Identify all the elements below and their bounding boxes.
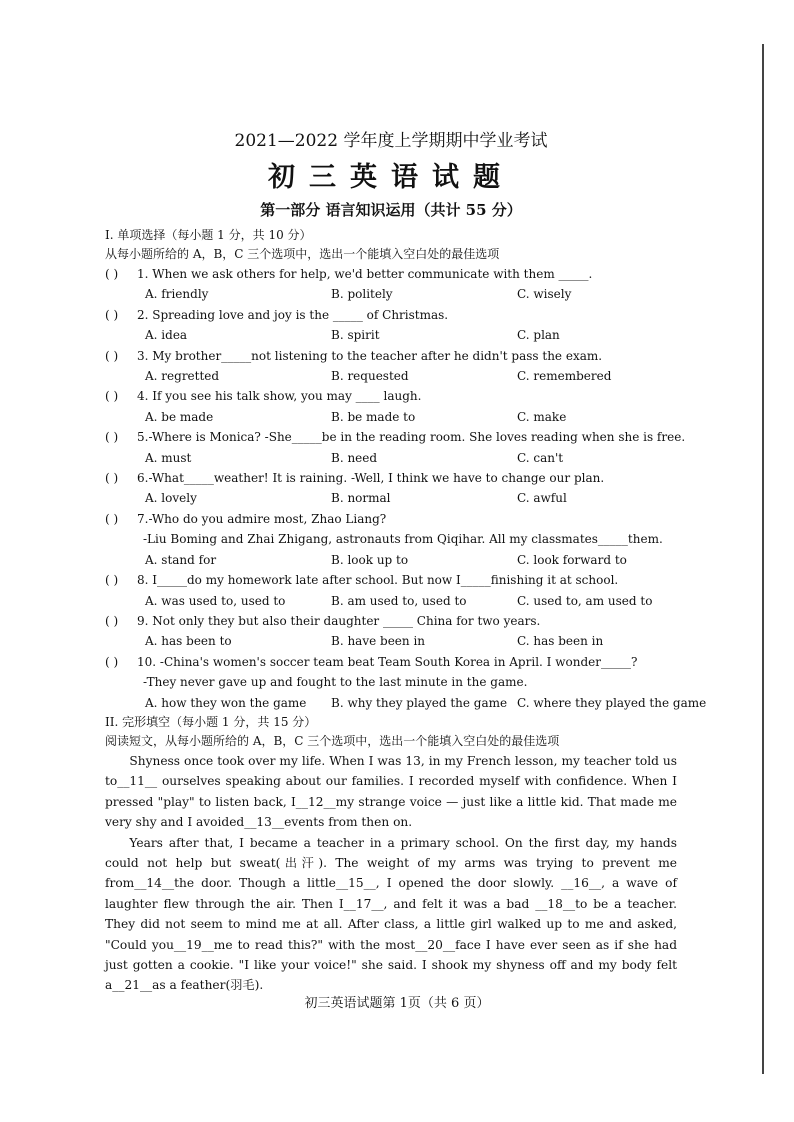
options-row: [105, 591, 677, 611]
page-footer: 初三英语试题第 1页（共 6 页）: [304, 996, 490, 1011]
options-row: [105, 550, 677, 570]
answer-option: B. normal: [331, 491, 391, 506]
question-item: [105, 611, 677, 652]
question-item: [105, 509, 677, 570]
answer-option: B. look up to: [331, 552, 409, 567]
answer-option: A. be made: [145, 409, 214, 424]
question-followup: -They never gave up and fought to the last minute in the game.: [143, 675, 528, 690]
answer-option: B. requested: [331, 369, 409, 384]
question-item: [105, 427, 686, 468]
question-text: 8. I_____do my homework late after school. But now I_____finishing it at school.: [137, 573, 619, 588]
options-row: [105, 366, 677, 386]
answer-option: C. where they played the game: [517, 695, 707, 710]
answer-option: A. must: [145, 450, 192, 465]
answer-paren: ( ): [105, 613, 119, 628]
answer-option: A. regretted: [145, 369, 220, 384]
question-item: [105, 264, 677, 305]
answer-option: C. used to, am used to: [517, 593, 653, 608]
answer-paren: ( ): [105, 654, 119, 669]
answer-option: C. can't: [517, 450, 564, 465]
question-text: 5.-Where is Monica? -She_____be in the reading room. She loves reading when she is free.: [137, 430, 686, 445]
section1-instruction: 从每小题所给的 A，B，C 三个选项中，选出一个能填入空白处的最佳选项: [105, 247, 500, 261]
answer-option: A. lovely: [145, 491, 197, 506]
answer-option: A. idea: [145, 328, 188, 343]
scan-edge-line: [762, 44, 764, 1074]
answer-paren: ( ): [105, 267, 119, 281]
answer-option: C. awful: [517, 491, 567, 506]
answer-option: C. plan: [517, 328, 560, 343]
passage-paragraph: Years after that, I became a teacher in a primary school. On the first day, my hands could not help but sweat(出汗). The weight of my arms was trying to prevent me from__14__the door. Though a little__15__, I opened the door slowly. __16__, a wave of laughter flew through the air. Then I__17__, and felt it was a bad __18__to be a teacher. They did not seem to mind me at all. After class, a little girl walked up to me and asked, "Could you__19__me to read this?" with the most__20__face I have ever seen as if she had just gotten a cookie. "I like your voice!" she said. I shook my shyness off and my body felt a__21__as a feather(羽毛).: [105, 835, 677, 993]
answer-option: B. spirit: [331, 328, 380, 343]
options-row: [105, 693, 707, 713]
subject-title: 初三英语试题: [268, 162, 514, 193]
passage-paragraph: Shyness once took over my life. When I was 13, in my French lesson, my teacher told us to__11__ ourselves speaking about our families. I recorded myself with confidence. When I pressed "play" to listen back, I__12__my strange voice — just like a little kid. That made me very shy and I avoided__13__events from then on.: [105, 753, 677, 830]
section2-heading: II. 完形填空（每小题 1 分，共 15 分）: [105, 714, 317, 729]
question-item: [105, 468, 677, 509]
options-row: [105, 631, 677, 651]
question-item: [105, 346, 677, 387]
answer-option: B. be made to: [331, 409, 416, 424]
question-item: [105, 305, 677, 346]
answer-paren: ( ): [105, 573, 119, 588]
question-text: 10. -China's women's soccer team beat Team South Korea in April. I wonder_____?: [137, 654, 638, 669]
question-item: [105, 570, 677, 611]
section1-heading: I. 单项选择（每小题 1 分，共 10 分）: [105, 228, 312, 242]
answer-option: C. remembered: [517, 369, 612, 384]
answer-option: A. was used to, used to: [145, 593, 286, 608]
options-row: [105, 284, 677, 304]
answer-option: C. look forward to: [517, 552, 627, 567]
question-text: 3. My brother_____not listening to the teacher after he didn't pass the exam.: [137, 348, 603, 363]
answer-paren: ( ): [105, 389, 119, 404]
answer-paren: ( ): [105, 471, 119, 486]
question-text: 9. Not only they but also their daughter _____ China for two years.: [137, 613, 541, 628]
answer-option: A. stand for: [145, 552, 217, 567]
answer-option: A. has been to: [145, 634, 232, 649]
question-text: 1. When we ask others for help, we'd better communicate with them _____.: [137, 267, 593, 281]
answer-option: B. need: [331, 450, 378, 465]
question-text: 6.-What_____weather! It is raining. -Well, I think we have to change our plan.: [137, 471, 605, 486]
question-item: [105, 652, 707, 713]
answer-option: B. why they played the game: [331, 695, 508, 710]
section2-instruction: 阅读短文，从每小题所给的 A，B，C 三个选项中，选出一个能填入空白处的最佳选项: [105, 733, 560, 748]
answer-paren: ( ): [105, 348, 119, 363]
question-followup: -Liu Boming and Zhai Zhigang, astronauts from Qiqihar. All my classmates_____them.: [143, 532, 663, 547]
options-row: [105, 448, 677, 468]
exam-title: 2021—2022 学年度上学期期中学业考试: [234, 131, 548, 151]
question-list: [105, 264, 707, 713]
answer-option: C. wisely: [517, 287, 572, 302]
question-text: 4. If you see his talk show, you may ____ laugh.: [137, 389, 422, 404]
question-text: 2. Spreading love and joy is the _____ of Christmas.: [137, 307, 449, 322]
answer-paren: ( ): [105, 511, 119, 526]
exam-page: [105, 128, 707, 996]
question-text: 7.-Who do you admire most, Zhao Liang?: [137, 511, 387, 526]
answer-paren: ( ): [105, 307, 119, 322]
options-row: [105, 407, 677, 427]
question-item: [105, 386, 677, 427]
answer-option: C. has been in: [517, 634, 604, 649]
answer-option: A. how they won the game: [145, 695, 307, 710]
options-row: [105, 488, 677, 508]
answer-option: C. make: [517, 409, 567, 424]
answer-paren: ( ): [105, 430, 119, 445]
part-title: 第一部分 语言知识运用（共计 55 分）: [260, 201, 522, 219]
answer-option: A. friendly: [145, 287, 209, 302]
answer-option: B. have been in: [331, 634, 426, 649]
answer-option: B. politely: [331, 287, 393, 302]
options-row: [105, 325, 677, 345]
answer-option: B. am used to, used to: [331, 593, 467, 608]
